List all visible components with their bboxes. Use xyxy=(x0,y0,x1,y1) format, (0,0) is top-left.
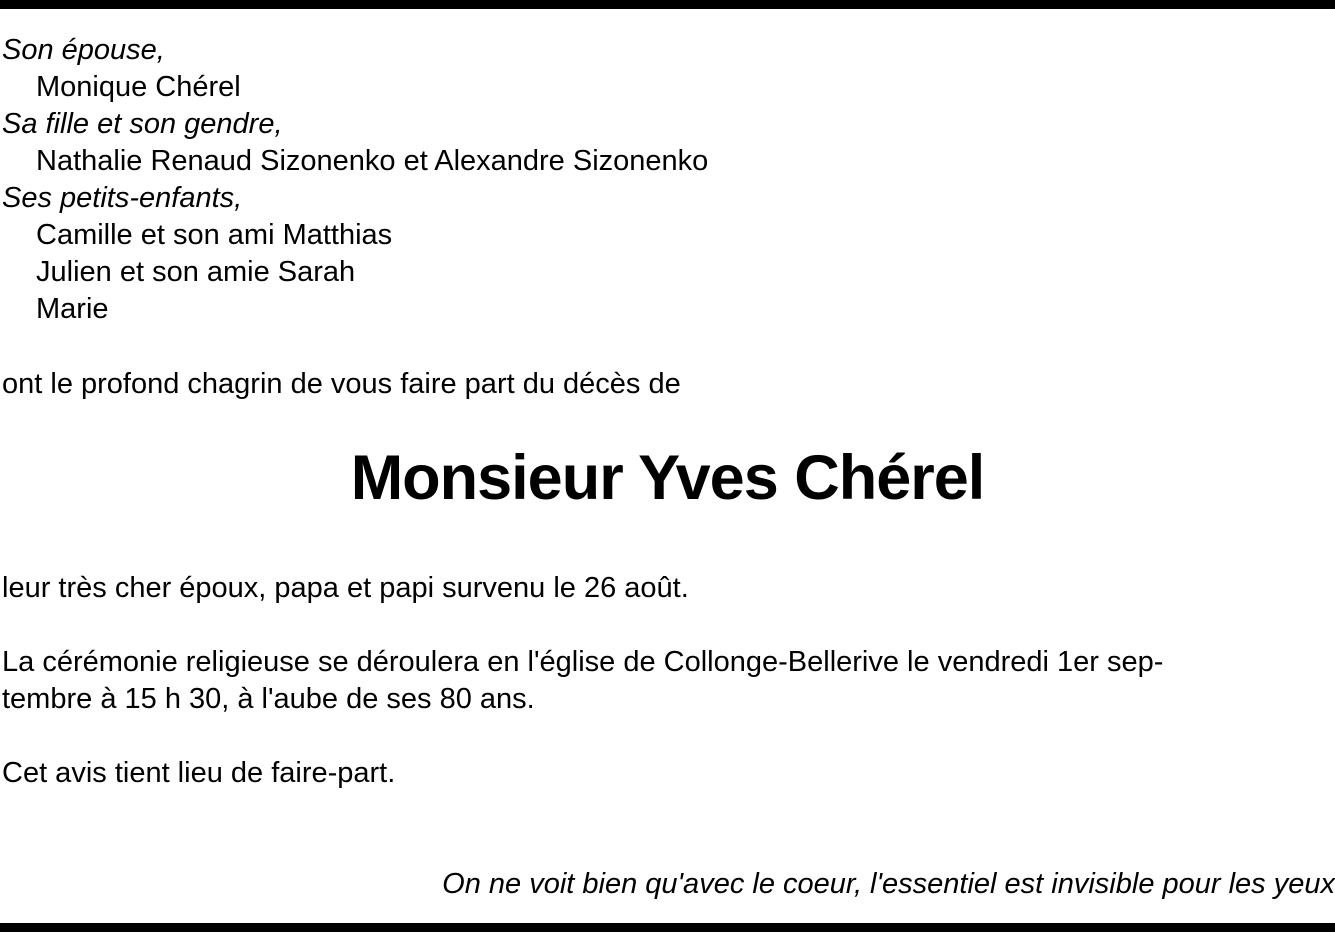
relation-grandchildren: Ses petits-enfants, xyxy=(2,182,243,214)
bottom-rule xyxy=(0,923,1335,932)
member-grandchild-2: Julien et son amie Sarah xyxy=(36,256,356,288)
ceremony-text-line-1: La cérémonie religieuse se déroulera en l'église de Collonge-Bellerive le vendredi 1er sep- xyxy=(2,646,1164,678)
member-grandchild-1: Camille et son ami Matthias xyxy=(36,219,393,251)
announcement-text: ont le profond chagrin de vous faire part du décès de xyxy=(2,368,681,400)
ceremony-text-line-2: tembre à 15 h 30, à l'aube de ses 80 ans. xyxy=(2,683,535,715)
relation-spouse: Son épouse, xyxy=(2,34,165,66)
member-spouse: Monique Chérel xyxy=(36,71,241,103)
relation-daughter: Sa fille et son gendre, xyxy=(2,108,283,140)
top-rule xyxy=(0,0,1335,9)
member-grandchild-3: Marie xyxy=(36,293,109,325)
closing-note: Cet avis tient lieu de faire-part. xyxy=(2,757,396,789)
member-daughter-couple: Nathalie Renaud Sizonenko et Alexandre Sizonenko xyxy=(36,145,709,177)
deceased-name: Monsieur Yves Chérel xyxy=(350,443,985,513)
closing-quote: On ne voit bien qu'avec le coeur, l'essentiel est invisible pour les yeux xyxy=(442,868,1335,900)
relationship-text: leur très cher époux, papa et papi survenu le 26 août. xyxy=(2,572,689,604)
